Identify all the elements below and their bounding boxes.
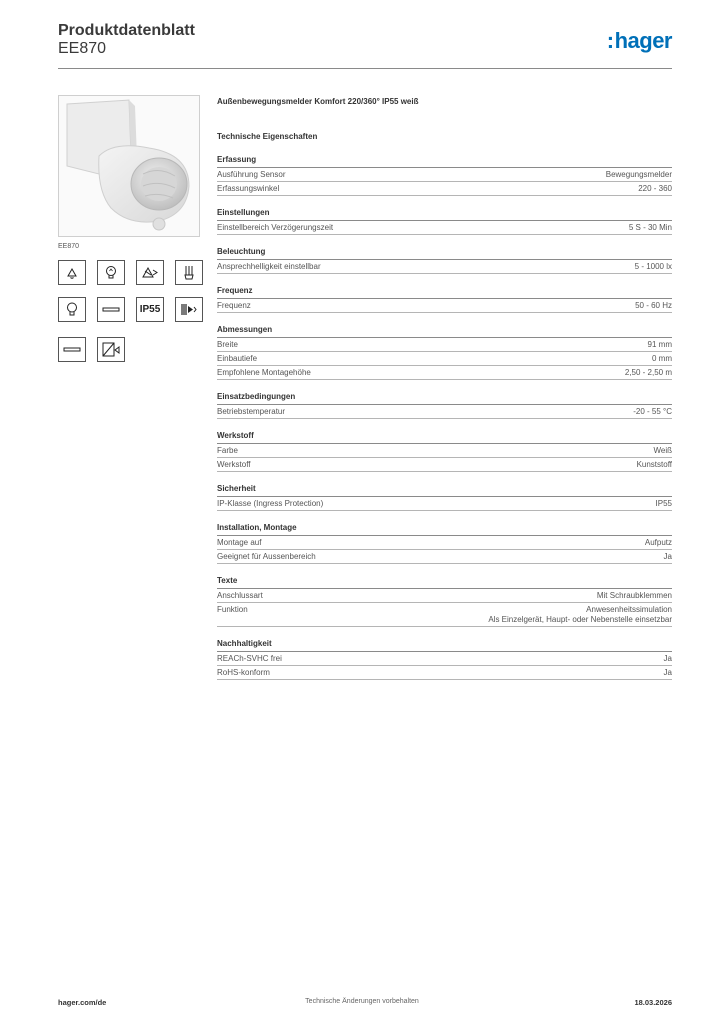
- section-einsatzbedingungen: [217, 392, 672, 419]
- incandescent-bulb-icon: [101, 264, 121, 281]
- section-title: Nachhaltigkeit: [217, 639, 672, 652]
- spec-value-line: Als Einzelgerät, Haupt- oder Nebenstelle einsetzbar: [488, 615, 672, 624]
- icon-tile-bulb-outline: [58, 297, 86, 322]
- fluorescent-tube-icon: [101, 301, 121, 318]
- energy-saving-lamp-icon: [179, 264, 199, 281]
- spec-value: 0 mm: [652, 354, 672, 363]
- section-title: Werkstoff: [217, 431, 672, 444]
- section-title: Sicherheit: [217, 484, 672, 497]
- section-title: Einsatzbedingungen: [217, 392, 672, 405]
- spec-row: [217, 299, 672, 313]
- spec-row: [217, 603, 672, 627]
- header-divider: [58, 68, 672, 69]
- spec-label: Funktion: [217, 605, 248, 614]
- section-installation: [217, 523, 672, 564]
- spec-row: [217, 550, 672, 564]
- spec-label: Betriebstemperatur: [217, 407, 286, 416]
- spec-label: Einbautiefe: [217, 354, 258, 363]
- halogen-transformer-icon: [140, 264, 160, 281]
- product-code: EE870: [58, 40, 107, 57]
- icon-tile-ip-rating: [136, 297, 164, 322]
- icon-tile-tube-lamp: [58, 337, 86, 362]
- section-title: Einstellungen: [217, 208, 672, 221]
- section-title: Installation, Montage: [217, 523, 672, 536]
- spec-label: IP-Klasse (Ingress Protection): [217, 499, 324, 508]
- spec-value: 2,50 - 2,50 m: [624, 368, 672, 377]
- spec-row: [217, 589, 672, 603]
- icon-tile-halogen: [136, 260, 164, 285]
- spec-label: Ausführung Sensor: [217, 170, 286, 179]
- spec-label: Empfohlene Montagehöhe: [217, 368, 311, 377]
- motion-detector-photo: [59, 96, 199, 236]
- spec-label: Montage auf: [217, 538, 262, 547]
- spec-row: [217, 405, 672, 419]
- icon-tile-energy-saving: [175, 260, 203, 285]
- spec-value: Weiß: [653, 446, 672, 455]
- section-werkstoff: [217, 431, 672, 472]
- logo-text: hager: [614, 28, 672, 53]
- spec-label: Frequenz: [217, 301, 251, 310]
- spec-value: [488, 605, 672, 625]
- spec-label: Einstellbereich Verzögerungszeit: [217, 223, 334, 232]
- section-title: Abmessungen: [217, 325, 672, 338]
- product-name: Außenbewegungsmelder Komfort 220/360° IP55 weiß: [217, 97, 419, 106]
- spec-row: [217, 666, 672, 680]
- spec-value: Ja: [663, 552, 672, 561]
- spec-label: Farbe: [217, 446, 238, 455]
- icon-tile-lamp-shade: [58, 260, 86, 285]
- tube-lamp-icon: [62, 341, 82, 358]
- section-title: Texte: [217, 576, 672, 589]
- section-einstellungen: [217, 208, 672, 235]
- electronic-ballast-icon: [179, 301, 199, 318]
- spec-row: [217, 168, 672, 182]
- spec-label: Breite: [217, 340, 238, 349]
- spec-row: [217, 458, 672, 472]
- section-frequenz: [217, 286, 672, 313]
- footer-date: 18.03.2026: [634, 998, 672, 1007]
- icon-tile-electronic-ballast: [175, 297, 203, 322]
- spec-value: -20 - 55 °C: [633, 407, 672, 416]
- bulb-outline-icon: [62, 301, 82, 318]
- section-sicherheit: [217, 484, 672, 511]
- spec-row: [217, 366, 672, 380]
- motion-sensor-switch-icon: [101, 341, 121, 358]
- spec-label: RoHS-konform: [217, 668, 270, 677]
- spec-label: Anschlussart: [217, 591, 263, 600]
- tech-properties-heading: Technische Eigenschaften: [217, 132, 318, 141]
- document-title: Produktdatenblatt: [58, 22, 195, 39]
- spec-row: [217, 444, 672, 458]
- section-nachhaltigkeit: [217, 639, 672, 680]
- spec-label: REACh-SVHC frei: [217, 654, 282, 663]
- spec-value: 50 - 60 Hz: [635, 301, 672, 310]
- spec-value: Kunststoff: [636, 460, 672, 469]
- spec-value-line: Anwesenheitssimulation: [586, 605, 672, 614]
- spec-label: Erfassungswinkel: [217, 184, 280, 193]
- spec-value: 220 - 360: [638, 184, 672, 193]
- spec-value: Ja: [663, 668, 672, 677]
- spec-content: [217, 97, 672, 692]
- spec-label: Ansprechhelligkeit einstellbar: [217, 262, 321, 271]
- spec-label: Geeignet für Aussenbereich: [217, 552, 316, 561]
- spec-value: IP55: [655, 499, 672, 508]
- icon-tile-fluorescent: [97, 297, 125, 322]
- section-title: Erfassung: [217, 155, 672, 168]
- spec-value: 91 mm: [647, 340, 672, 349]
- product-image: [58, 95, 200, 237]
- spec-row: [217, 221, 672, 235]
- footer-notice: Technische Änderungen vorbehalten: [305, 998, 419, 1005]
- spec-value: 5 S - 30 Min: [628, 223, 672, 232]
- section-abmessungen: [217, 325, 672, 380]
- hager-logo: [607, 28, 672, 54]
- spec-value: Bewegungsmelder: [605, 170, 672, 179]
- logo-prefix: :: [606, 28, 614, 53]
- spec-row: [217, 536, 672, 550]
- spec-row: [217, 497, 672, 511]
- section-erfassung: [217, 155, 672, 196]
- spec-row: [217, 182, 672, 196]
- section-title: Beleuchtung: [217, 247, 672, 260]
- spec-row: [217, 338, 672, 352]
- section-texte: [217, 576, 672, 627]
- image-caption: EE870: [58, 243, 80, 250]
- footer-website-link[interactable]: hager.com/de: [58, 998, 107, 1007]
- spec-value: Aufputz: [644, 538, 672, 547]
- spec-row: [217, 352, 672, 366]
- spec-value: 5 - 1000 lx: [634, 262, 672, 271]
- spec-label: Werkstoff: [217, 460, 251, 469]
- ip-rating-icon: IP55: [139, 304, 161, 315]
- section-beleuchtung: [217, 247, 672, 274]
- spec-value: Mit Schraubklemmen: [596, 591, 672, 600]
- icon-tile-motion-switch: [97, 337, 125, 362]
- icon-tile-incandescent: [97, 260, 125, 285]
- spec-row: [217, 260, 672, 274]
- spec-row: [217, 652, 672, 666]
- lamp-shade-icon: [62, 264, 82, 281]
- section-title: Frequenz: [217, 286, 672, 299]
- spec-value: Ja: [663, 654, 672, 663]
